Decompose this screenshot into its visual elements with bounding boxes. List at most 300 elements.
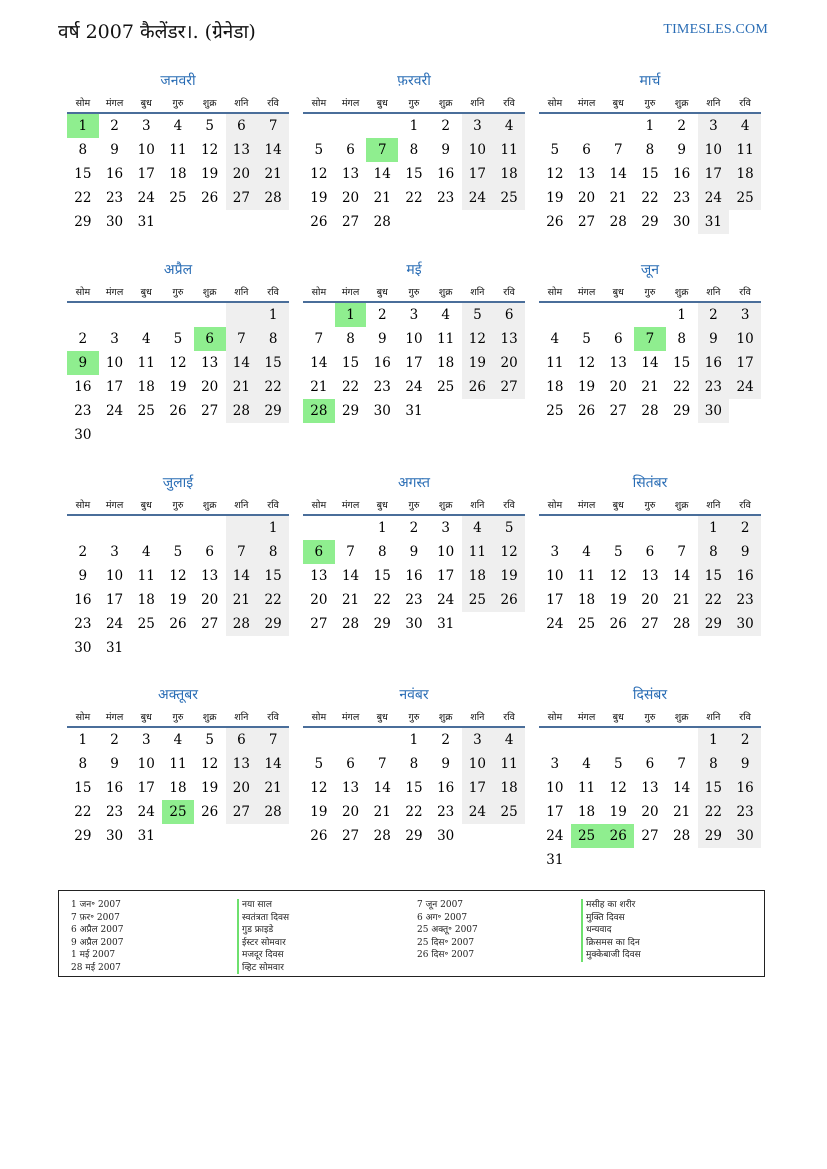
weekday-header: शनि — [698, 706, 730, 727]
day-cell: 16 — [74, 592, 92, 608]
day-cell: 6 — [645, 544, 655, 560]
day-cell: 21 — [609, 190, 627, 206]
weekday-header: बुध — [602, 281, 634, 302]
day-cell: 19 — [169, 379, 187, 395]
month-calendar — [539, 70, 761, 234]
day-cell: 7 — [634, 327, 666, 351]
empty-cell — [493, 824, 525, 848]
month-calendar — [67, 259, 289, 447]
weekday-header: शनि — [226, 706, 258, 727]
day-cell: 4 — [582, 544, 591, 560]
day-cell: 13 — [641, 568, 659, 584]
day-cell: 12 — [201, 756, 219, 772]
day-cell: 16 — [74, 379, 92, 395]
empty-cell — [729, 210, 761, 234]
day-cell: 10 — [405, 331, 423, 347]
site-link[interactable]: TIMESLES.COM — [663, 22, 768, 37]
day-cell: 4 — [173, 118, 183, 134]
day-cell: 9 — [698, 327, 730, 351]
day-cell: 3 — [409, 307, 419, 323]
legend-date: 28 मई 2007 — [71, 962, 121, 973]
legend-holiday-name: मसीह का शरीर — [581, 899, 641, 912]
day-cell: 20 — [641, 804, 659, 820]
day-cell: 3 — [141, 118, 151, 134]
weekday-header: शनि — [226, 494, 258, 515]
day-cell: 22 — [257, 375, 289, 399]
day-cell: 6 — [303, 540, 335, 564]
day-cell: 1 — [377, 520, 387, 536]
empty-cell — [571, 302, 603, 327]
day-cell: 29 — [673, 403, 691, 419]
day-cell: 16 — [673, 166, 691, 182]
weekday-header: बुध — [130, 92, 162, 113]
day-cell: 16 — [105, 780, 124, 796]
month-calendar — [67, 684, 289, 848]
weekday-header: बुध — [602, 92, 634, 113]
day-cell: 11 — [137, 355, 155, 371]
day-cell: 9 — [729, 540, 761, 564]
empty-cell — [226, 636, 258, 660]
weekday-header: रवि — [729, 92, 761, 113]
legend-date: 7 जून 2007 — [417, 900, 464, 910]
weekday-header: गुरु — [634, 92, 666, 113]
day-cell: 4 — [173, 732, 183, 748]
day-cell: 9 — [409, 544, 419, 560]
day-cell: 2 — [698, 302, 730, 327]
weekday-header: शुक्र — [194, 281, 226, 302]
empty-cell — [194, 515, 226, 540]
empty-cell — [162, 302, 194, 327]
day-cell: 25 — [546, 403, 564, 419]
day-cell: 28 — [673, 828, 691, 844]
day-cell: 12 — [493, 540, 525, 564]
day-cell: 14 — [673, 568, 691, 584]
empty-cell — [130, 302, 162, 327]
day-cell: 18 — [546, 379, 564, 395]
day-cell: 31 — [437, 616, 455, 632]
page-title: वर्ष 2007 कैलेंडर।. (ग्रेनेडा) — [58, 21, 256, 43]
day-cell: 21 — [226, 588, 258, 612]
weekday-header: शनि — [462, 494, 494, 515]
day-cell: 28 — [226, 399, 258, 423]
month-name: अक्तूबर — [158, 687, 198, 703]
weekday-header: शनि — [698, 494, 730, 515]
empty-cell — [462, 399, 494, 423]
day-cell: 13 — [341, 166, 360, 182]
weekday-header: रवि — [257, 281, 289, 302]
day-cell: 2 — [441, 118, 450, 134]
day-cell: 26 — [201, 804, 219, 820]
day-cell: 16 — [729, 776, 761, 800]
empty-cell — [335, 727, 367, 752]
day-cell: 4 — [582, 756, 591, 772]
day-cell: 1 — [257, 515, 289, 540]
empty-cell — [226, 302, 258, 327]
weekday-header: शनि — [226, 281, 258, 302]
weekday-header: शुक्र — [430, 92, 462, 113]
day-cell: 5 — [205, 732, 214, 748]
day-cell: 24 — [105, 616, 124, 632]
day-cell: 20 — [641, 592, 659, 608]
day-cell: 25 — [493, 186, 525, 210]
day-cell: 8 — [377, 544, 387, 560]
empty-cell — [430, 210, 462, 234]
day-cell: 10 — [462, 138, 494, 162]
day-cell: 10 — [546, 568, 564, 584]
month-calendar — [539, 472, 761, 636]
day-cell: 2 — [409, 520, 419, 536]
day-cell: 20 — [226, 162, 258, 186]
empty-cell — [67, 515, 99, 540]
day-cell: 30 — [673, 214, 691, 230]
day-cell: 23 — [437, 190, 455, 206]
day-cell: 26 — [546, 214, 564, 230]
weekday-header: शुक्र — [194, 92, 226, 113]
legend-date: 26 दिस॰ 2007 — [417, 950, 475, 960]
month-name: फ़रवरी — [397, 73, 431, 89]
weekday-header: शनि — [462, 706, 494, 727]
day-cell: 15 — [673, 355, 691, 371]
day-cell: 24 — [546, 616, 564, 632]
legend-date: 7 फ़र॰ 2007 — [71, 912, 120, 923]
weekday-header: गुरु — [398, 706, 430, 727]
day-cell: 27 — [641, 828, 659, 844]
day-cell: 31 — [698, 210, 730, 234]
day-cell: 26 — [201, 190, 219, 206]
weekday-header: सोम — [539, 494, 571, 515]
month-table — [303, 494, 525, 636]
day-cell: 21 — [641, 379, 659, 395]
empty-cell — [634, 302, 666, 327]
day-cell: 30 — [105, 214, 124, 230]
day-cell: 4 — [141, 331, 151, 347]
day-cell: 31 — [137, 828, 155, 844]
day-cell: 8 — [698, 540, 730, 564]
day-cell: 28 — [226, 612, 258, 636]
day-cell: 23 — [105, 190, 124, 206]
empty-cell — [162, 824, 194, 848]
weekday-header: शुक्र — [194, 494, 226, 515]
day-cell: 13 — [201, 568, 219, 584]
day-cell: 15 — [74, 166, 92, 182]
day-cell: 18 — [577, 592, 596, 608]
empty-cell — [303, 113, 335, 138]
day-cell: 20 — [609, 379, 627, 395]
day-cell: 11 — [493, 752, 525, 776]
day-cell: 11 — [493, 138, 525, 162]
weekday-header: गुरु — [398, 92, 430, 113]
day-cell: 10 — [137, 142, 155, 158]
day-cell: 25 — [571, 824, 603, 848]
day-cell: 13 — [577, 166, 596, 182]
day-cell: 1 — [698, 515, 730, 540]
holiday-legend — [58, 890, 765, 977]
weekday-header: बुध — [366, 281, 398, 302]
empty-cell — [226, 210, 258, 234]
day-cell: 6 — [226, 727, 258, 752]
day-cell: 19 — [546, 190, 564, 206]
empty-cell — [303, 727, 335, 752]
day-cell: 24 — [729, 375, 761, 399]
weekday-header: रवि — [729, 494, 761, 515]
empty-cell — [257, 423, 289, 447]
empty-cell — [539, 113, 571, 138]
day-cell: 2 — [377, 307, 387, 323]
day-cell: 22 — [74, 190, 92, 206]
day-cell: 10 — [546, 780, 564, 796]
day-cell: 9 — [729, 752, 761, 776]
weekday-header: शुक्र — [194, 706, 226, 727]
month-name: जुलाई — [162, 475, 194, 491]
day-cell: 23 — [673, 190, 691, 206]
day-cell: 26 — [169, 403, 187, 419]
month-table — [539, 281, 761, 423]
empty-cell — [602, 302, 634, 327]
weekday-header: मंगल — [99, 706, 131, 727]
day-cell: 26 — [602, 824, 634, 848]
day-cell: 15 — [405, 166, 423, 182]
weekday-header: शनि — [698, 281, 730, 302]
day-cell: 6 — [645, 756, 655, 772]
day-cell: 21 — [341, 592, 360, 608]
weekday-header: रवि — [493, 281, 525, 302]
day-cell: 5 — [314, 756, 324, 772]
day-cell: 22 — [673, 379, 691, 395]
day-cell: 12 — [577, 355, 596, 371]
weekday-header: मंगल — [335, 281, 367, 302]
weekday-header: सोम — [67, 494, 99, 515]
day-cell: 30 — [373, 403, 391, 419]
month-name: सितंबर — [632, 475, 668, 491]
day-cell: 16 — [405, 568, 423, 584]
day-cell: 12 — [201, 142, 219, 158]
weekday-header: रवि — [493, 706, 525, 727]
day-cell: 7 — [226, 327, 258, 351]
empty-cell — [99, 302, 131, 327]
empty-cell — [162, 636, 194, 660]
month-table — [303, 281, 525, 423]
weekday-header: सोम — [67, 92, 99, 113]
empty-cell — [602, 113, 634, 138]
day-cell: 4 — [141, 544, 151, 560]
day-cell: 16 — [698, 351, 730, 375]
day-cell: 30 — [729, 824, 761, 848]
day-cell: 29 — [373, 616, 391, 632]
weekday-header: बुध — [602, 706, 634, 727]
day-cell: 26 — [310, 214, 328, 230]
day-cell: 17 — [137, 166, 155, 182]
day-cell: 20 — [310, 592, 328, 608]
day-cell: 29 — [257, 399, 289, 423]
empty-cell — [67, 302, 99, 327]
day-cell: 24 — [437, 592, 455, 608]
empty-cell — [162, 423, 194, 447]
weekday-header: रवि — [257, 494, 289, 515]
day-cell: 28 — [641, 403, 659, 419]
empty-cell — [462, 612, 494, 636]
weekday-header: शुक्र — [666, 706, 698, 727]
weekday-header: रवि — [257, 706, 289, 727]
weekday-header: सोम — [539, 706, 571, 727]
weekday-header: शनि — [462, 92, 494, 113]
day-cell: 14 — [310, 355, 328, 371]
day-cell: 23 — [437, 804, 455, 820]
day-cell: 4 — [493, 727, 525, 752]
day-cell: 8 — [257, 540, 289, 564]
day-cell: 30 — [74, 427, 92, 443]
weekday-header: गुरु — [634, 706, 666, 727]
month-name: दिसंबर — [632, 687, 668, 703]
day-cell: 2 — [729, 515, 761, 540]
day-cell: 19 — [201, 780, 219, 796]
empty-cell — [366, 113, 398, 138]
day-cell: 10 — [105, 355, 124, 371]
weekday-header: बुध — [130, 494, 162, 515]
day-cell: 19 — [609, 592, 627, 608]
legend-names-right — [581, 899, 641, 962]
day-cell: 29 — [74, 214, 92, 230]
month-calendar — [539, 259, 761, 423]
legend-holiday-name: मुक्केबाजी दिवस — [581, 949, 641, 962]
month-table — [539, 494, 761, 636]
empty-cell — [194, 302, 226, 327]
day-cell: 12 — [546, 166, 564, 182]
day-cell: 18 — [729, 162, 761, 186]
weekday-header: रवि — [493, 494, 525, 515]
day-cell: 22 — [641, 190, 659, 206]
day-cell: 27 — [641, 616, 659, 632]
month-calendar — [303, 684, 525, 848]
day-cell: 7 — [257, 727, 289, 752]
day-cell: 9 — [78, 568, 88, 584]
day-cell: 7 — [613, 142, 623, 158]
empty-cell — [226, 824, 258, 848]
legend-dates-right — [417, 899, 478, 962]
day-cell: 24 — [546, 828, 564, 844]
legend-holiday-name: मुक्ति दिवस — [581, 912, 641, 925]
day-cell: 9 — [110, 142, 119, 158]
day-cell: 15 — [257, 564, 289, 588]
day-cell: 25 — [462, 588, 494, 612]
month-calendar — [67, 472, 289, 660]
day-cell: 26 — [310, 828, 328, 844]
day-cell: 27 — [201, 616, 219, 632]
day-cell: 23 — [698, 375, 730, 399]
legend-date: 6 अप्रैल 2007 — [71, 925, 124, 935]
day-cell: 5 — [314, 142, 324, 158]
legend-holiday-name: नया साल — [237, 899, 289, 912]
day-cell: 23 — [729, 800, 761, 824]
weekday-header: शुक्र — [430, 281, 462, 302]
day-cell: 20 — [341, 804, 360, 820]
weekday-header: गुरु — [398, 494, 430, 515]
day-cell: 2 — [110, 118, 119, 134]
day-cell: 3 — [462, 727, 494, 752]
day-cell: 30 — [698, 399, 730, 423]
day-cell: 24 — [698, 186, 730, 210]
day-cell: 3 — [698, 113, 730, 138]
weekday-header: गुरु — [162, 281, 194, 302]
month-calendar — [67, 70, 289, 234]
day-cell: 17 — [462, 162, 494, 186]
day-cell: 27 — [226, 800, 258, 824]
day-cell: 22 — [341, 379, 360, 395]
weekday-header: बुध — [602, 494, 634, 515]
day-cell: 10 — [698, 138, 730, 162]
month-name: अगस्त — [397, 475, 430, 491]
day-cell: 14 — [257, 138, 289, 162]
day-cell: 10 — [462, 752, 494, 776]
day-cell: 23 — [74, 403, 92, 419]
weekday-header: शनि — [226, 92, 258, 113]
day-cell: 6 — [205, 544, 214, 560]
empty-cell — [666, 515, 698, 540]
empty-cell — [698, 848, 730, 872]
day-cell: 2 — [729, 727, 761, 752]
day-cell: 14 — [373, 166, 391, 182]
day-cell: 23 — [105, 804, 124, 820]
day-cell: 18 — [137, 379, 155, 395]
day-cell: 12 — [169, 568, 187, 584]
empty-cell — [493, 399, 525, 423]
day-cell: 9 — [441, 142, 450, 158]
day-cell: 19 — [310, 190, 328, 206]
day-cell: 15 — [341, 355, 360, 371]
weekday-header: मंगल — [99, 92, 131, 113]
day-cell: 13 — [226, 138, 258, 162]
day-cell: 21 — [257, 162, 289, 186]
day-cell: 8 — [409, 756, 419, 772]
day-cell: 8 — [257, 327, 289, 351]
day-cell: 1 — [645, 118, 655, 134]
day-cell: 28 — [257, 800, 289, 824]
day-cell: 20 — [201, 379, 219, 395]
day-cell: 8 — [645, 142, 655, 158]
day-cell: 22 — [257, 588, 289, 612]
day-cell: 14 — [257, 752, 289, 776]
day-cell: 9 — [677, 142, 686, 158]
day-cell: 9 — [377, 331, 387, 347]
day-cell: 17 — [405, 355, 423, 371]
empty-cell — [602, 515, 634, 540]
empty-cell — [226, 515, 258, 540]
day-cell: 4 — [493, 113, 525, 138]
day-cell: 5 — [173, 544, 183, 560]
weekday-header: सोम — [67, 281, 99, 302]
empty-cell — [226, 423, 258, 447]
day-cell: 9 — [67, 351, 99, 375]
day-cell: 28 — [341, 616, 360, 632]
month-calendar — [303, 70, 525, 234]
month-name: नवंबर — [399, 687, 429, 703]
weekday-header: गुरु — [162, 706, 194, 727]
day-cell: 27 — [341, 828, 360, 844]
empty-cell — [602, 727, 634, 752]
weekday-header: बुध — [366, 92, 398, 113]
day-cell: 20 — [201, 592, 219, 608]
legend-holiday-name: ईस्टर सोमवार — [237, 937, 289, 950]
day-cell: 8 — [677, 331, 686, 347]
day-cell: 6 — [582, 142, 591, 158]
day-cell: 8 — [78, 756, 88, 772]
day-cell: 16 — [729, 564, 761, 588]
day-cell: 15 — [641, 166, 659, 182]
day-cell: 18 — [462, 564, 494, 588]
day-cell: 21 — [373, 804, 391, 820]
day-cell: 11 — [462, 540, 494, 564]
day-cell: 17 — [462, 776, 494, 800]
day-cell: 17 — [437, 568, 455, 584]
